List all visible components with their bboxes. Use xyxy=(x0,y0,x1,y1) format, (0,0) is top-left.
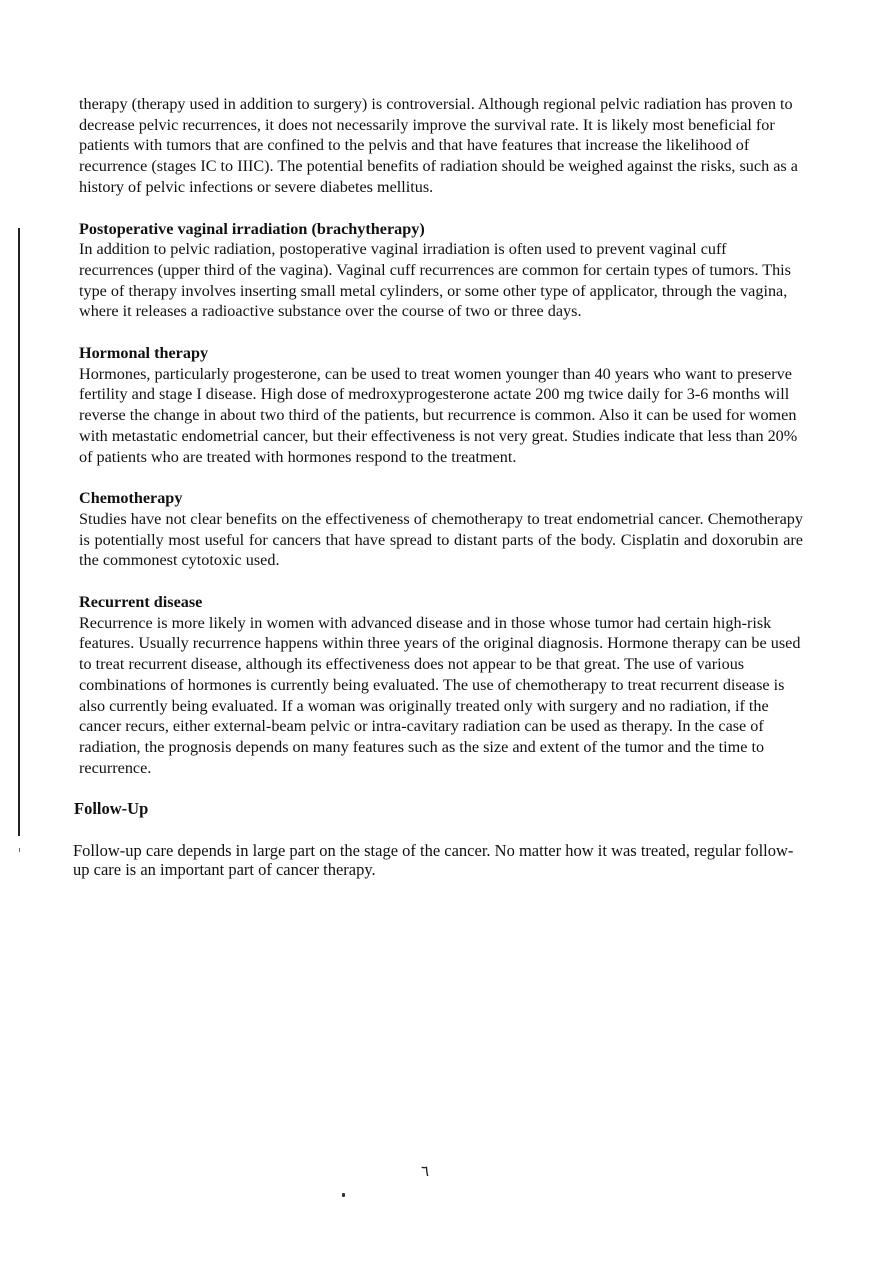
section-recurrent-disease xyxy=(79,592,803,778)
section-heading-chemotherapy: Chemotherapy xyxy=(79,489,183,508)
scan-dot-mark xyxy=(342,1193,345,1197)
section-brachytherapy xyxy=(79,219,803,323)
section-body-recurrent-disease: Recurrence is more likely in women with advanced disease and in those whose tumor had certain high-risk features. Usually recurrence happens within three years of the original diagnosis. Hormone therapy can be used to treat recurrent disease, although its effectiveness does not appear to be that great. The use of various combinations of hormones is currently being evaluated. The use of chemotherapy to treat recurrent disease is also currently being evaluated. If a woman was originally treated only with surgery and no radiation, if the cancer recurs, either external-beam pelvic or intra-cavitary radiation can be used as therapy. In the case of radiation, the prognosis depends on many features such as the size and extent of the tumor and the time to recurrence. xyxy=(79,613,801,777)
section-body-brachytherapy: In addition to pelvic radiation, postoperative vaginal irradiation is often used to prevent vaginal cuff recurrences (upper third of the vagina). Vaginal cuff recurrences are common for certain types of tumors. This type of therapy involves inserting small metal cylinders, or some other type of applicator, through the vagina, where it releases a radioactive substance over the course of two or three days. xyxy=(79,240,791,321)
section-body-follow-up: Follow-up care depends in large part on the stage of the cancer. No matter how it was treated, regular follow-up care is an important part of cancer therapy. xyxy=(73,841,794,880)
section-heading-recurrent-disease: Recurrent disease xyxy=(79,593,203,612)
margin-revision-bar xyxy=(18,228,20,836)
section-chemotherapy xyxy=(79,488,803,571)
document-body xyxy=(73,94,803,880)
section-body-hormonal-therapy: Hormones, particularly progesterone, can be used to treat women younger than 40 years who want to preserve fertility and stage I disease. High dose of medroxyprogesterone actate 200 mg twice daily for 3-6 months will reverse the change in about two third of the patients, but recurrence is common. Also it can be used for women with metastatic endometrial cancer, but their effectiveness is not very great. Studies indicate that less than 20% of patients who are treated with hormones respond to the treatment. xyxy=(79,364,798,466)
intro-paragraph: therapy (therapy used in addition to surgery) is controversial. Although regional pelvic radiation has proven to decrease pelvic recurrences, it does not necessarily improve the survival rate. It is likely most beneficial for patients with tumors that are confined to the pelvis and that have features that increase the likelihood of recurrence (stages IC to IIIC). The potential benefits of radiation should be weighed against the risks, such as a history of pelvic infections or severe diabetes mellitus. xyxy=(79,95,798,196)
section-follow-up xyxy=(73,799,803,880)
page-number: ٦ xyxy=(421,1162,430,1180)
section-heading-brachytherapy: Postoperative vaginal irradiation (brachytherapy) xyxy=(79,219,425,238)
section-heading-follow-up: Follow-Up xyxy=(74,799,149,819)
section-hormonal-therapy xyxy=(79,343,803,467)
margin-speck xyxy=(19,848,20,852)
section-heading-hormonal-therapy: Hormonal therapy xyxy=(79,344,209,363)
section-body-chemotherapy: Studies have not clear benefits on the effectiveness of chemotherapy to treat endometrial cancer. Chemotherapy is potentially most useful for cancers that have spread to distant parts of the body. Cisplatin and doxorubin are the commonest cytotoxic used. xyxy=(79,509,803,570)
